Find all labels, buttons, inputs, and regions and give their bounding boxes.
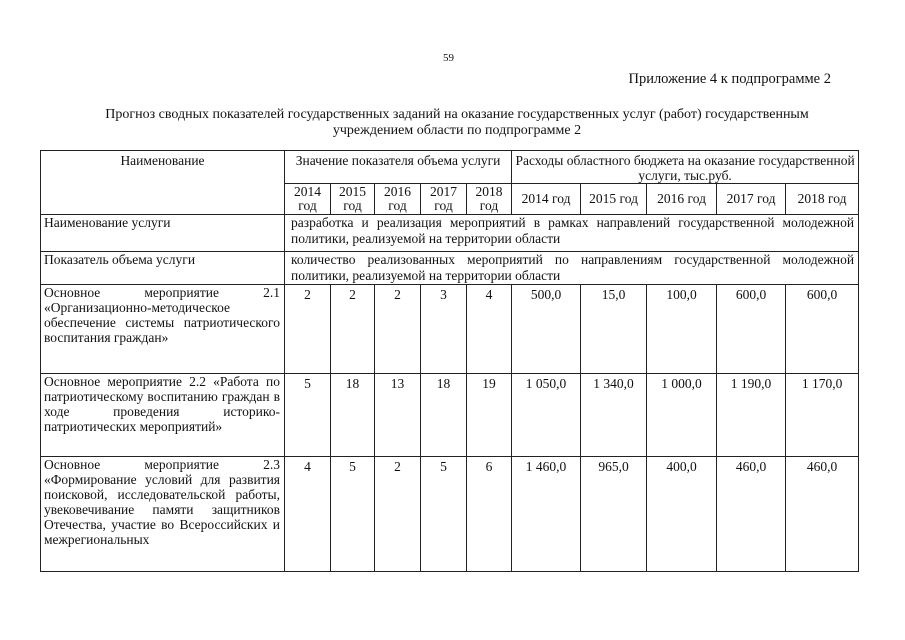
expense-value: 400,0 bbox=[647, 457, 717, 572]
expense-value: 1 340,0 bbox=[581, 374, 647, 457]
volume-value: 5 bbox=[285, 374, 331, 457]
appendix-label: Приложение 4 к подпрограмме 2 bbox=[628, 71, 831, 87]
expense-year-header: 2014 год bbox=[512, 184, 581, 215]
page-number: 59 bbox=[443, 52, 454, 64]
expense-value: 1 460,0 bbox=[512, 457, 581, 572]
expense-value: 15,0 bbox=[581, 285, 647, 374]
title-line-2: учреждением области по подпрограмме 2 bbox=[332, 123, 582, 138]
table-row bbox=[41, 457, 859, 572]
expense-value: 1 190,0 bbox=[717, 374, 786, 457]
service-name-row bbox=[41, 215, 859, 252]
table-row bbox=[41, 285, 859, 374]
expense-value: 600,0 bbox=[717, 285, 786, 374]
indicator-label: Показатель объема услуги bbox=[41, 252, 285, 285]
volume-value: 4 bbox=[285, 457, 331, 572]
volume-value: 2 bbox=[285, 285, 331, 374]
service-name-value: разработка и реализация мероприятий в рамках направлений государственной молодежной политики, реализуемой на территории области bbox=[285, 215, 859, 252]
volume-value: 6 bbox=[467, 457, 512, 572]
expense-value: 1 000,0 bbox=[647, 374, 717, 457]
table-row bbox=[41, 374, 859, 457]
expense-value: 460,0 bbox=[717, 457, 786, 572]
activity-name: Основное мероприятие 2.3 «Формирование условий для развития поисковой, исследовательской работы, увековечивание памяти защитников Отечества, участие во Всероссийских и межрегиональных bbox=[41, 457, 285, 572]
volume-value: 5 bbox=[421, 457, 467, 572]
volume-year-header: 2015 год bbox=[331, 184, 375, 215]
title-line-1: Прогноз сводных показателей государственных заданий на оказание государственных услуг (работ) государственным bbox=[105, 107, 809, 122]
volume-year-header: 2018 год bbox=[467, 184, 512, 215]
indicator-row bbox=[41, 252, 859, 285]
volume-value: 13 bbox=[375, 374, 421, 457]
expense-year-header: 2016 год bbox=[647, 184, 717, 215]
volume-value: 2 bbox=[375, 457, 421, 572]
volume-value: 18 bbox=[421, 374, 467, 457]
service-name-label: Наименование услуги bbox=[41, 215, 285, 252]
volume-value: 5 bbox=[331, 457, 375, 572]
indicator-value: количество реализованных мероприятий по направлениям государственной молодежной политики, реализуемой на территории области bbox=[285, 252, 859, 285]
expense-year-header: 2017 год bbox=[717, 184, 786, 215]
forecast-table bbox=[40, 150, 859, 572]
expense-value: 1 170,0 bbox=[786, 374, 859, 457]
col-expenses-header: Расходы областного бюджета на оказание государственной услуги, тыс.руб. bbox=[512, 151, 859, 184]
document-title bbox=[62, 107, 852, 139]
volume-value: 2 bbox=[331, 285, 375, 374]
volume-year-header: 2016 год bbox=[375, 184, 421, 215]
expense-value: 600,0 bbox=[786, 285, 859, 374]
expense-year-header: 2018 год bbox=[786, 184, 859, 215]
volume-value: 18 bbox=[331, 374, 375, 457]
activity-name: Основное мероприятие 2.1 «Организационно-методическое обеспечение системы патриотического воспитания граждан» bbox=[41, 285, 285, 374]
expense-value: 965,0 bbox=[581, 457, 647, 572]
volume-value: 3 bbox=[421, 285, 467, 374]
volume-value: 19 bbox=[467, 374, 512, 457]
volume-value: 2 bbox=[375, 285, 421, 374]
col-volume-header: Значение показателя объема услуги bbox=[285, 151, 512, 184]
header-row bbox=[41, 151, 859, 184]
expense-value: 460,0 bbox=[786, 457, 859, 572]
expense-year-header: 2015 год bbox=[581, 184, 647, 215]
expense-value: 100,0 bbox=[647, 285, 717, 374]
volume-year-header: 2017 год bbox=[421, 184, 467, 215]
expense-value: 1 050,0 bbox=[512, 374, 581, 457]
activity-name: Основное мероприятие 2.2 «Работа по патриотическому воспитанию граждан в ходе проведения историко-патриотических мероприятий» bbox=[41, 374, 285, 457]
volume-value: 4 bbox=[467, 285, 512, 374]
col-name-header: Наименование bbox=[41, 151, 285, 215]
volume-year-header: 2014 год bbox=[285, 184, 331, 215]
expense-value: 500,0 bbox=[512, 285, 581, 374]
